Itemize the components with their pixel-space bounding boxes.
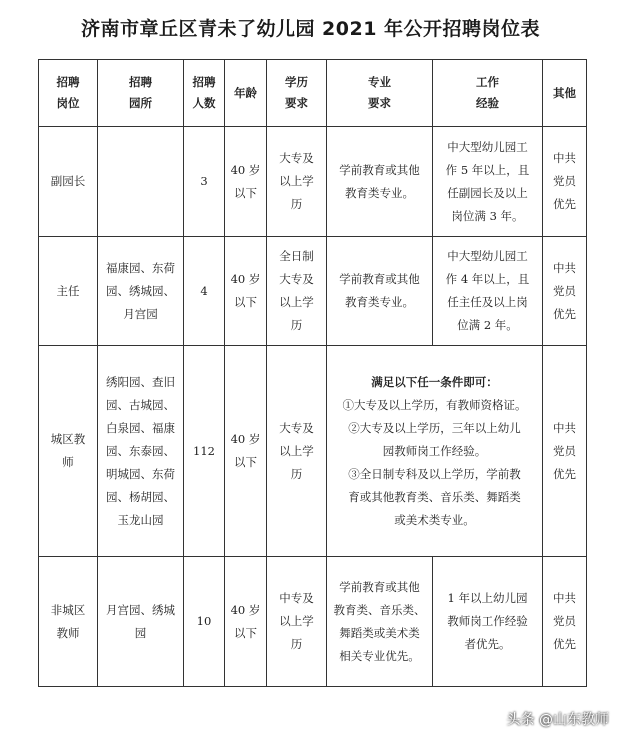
condition-line: ②大专及以上学历，三年以上幼儿 (348, 420, 521, 435)
cell-position: 主任 (39, 237, 98, 346)
cell-campus: 福康园、东荷 园、绣城园、 月宫园 (98, 237, 184, 346)
cell-education: 大专及 以上学 历 (267, 346, 327, 557)
header-position: 招聘 岗位 (39, 60, 98, 127)
recruitment-table (38, 59, 587, 687)
header-age: 年龄 (225, 60, 267, 127)
condition-line: 或美术类专业。 (394, 512, 475, 527)
cell-position: 非城区 教师 (39, 557, 98, 687)
cell-education: 中专及 以上学 历 (267, 557, 327, 687)
header-campus: 招聘 园所 (98, 60, 184, 127)
cell-major: 学前教育或其他 教育类专业。 (327, 127, 433, 237)
table-row (39, 346, 587, 557)
cell-other: 中共 党员 优先 (543, 557, 587, 687)
header-other: 其他 (543, 60, 587, 127)
condition-line: 育或其他教育类、音乐类、舞蹈类 (348, 489, 521, 504)
cell-age: 40 岁 以下 (225, 237, 267, 346)
cell-position: 副园长 (39, 127, 98, 237)
cell-count: 3 (184, 127, 225, 237)
table-row (39, 237, 587, 346)
cell-education: 全日制 大专及 以上学 历 (267, 237, 327, 346)
cell-other: 中共 党员 优先 (543, 127, 587, 237)
table-row (39, 557, 587, 687)
condition-line: 园教师岗工作经验。 (382, 443, 487, 458)
cell-education: 大专及 以上学 历 (267, 127, 327, 237)
cell-major: 学前教育或其他 教育类、音乐类、 舞蹈类或美术类 相关专业优先。 (327, 557, 433, 687)
cell-age: 40 岁 以下 (225, 557, 267, 687)
cell-conditions (327, 346, 543, 557)
conditions-heading: 满足以下任一条件即可： (371, 374, 498, 389)
cell-campus (98, 127, 184, 237)
cell-other: 中共 党员 优先 (543, 237, 587, 346)
cell-count: 4 (184, 237, 225, 346)
cell-count: 112 (184, 346, 225, 557)
condition-line: ③全日制专科及以上学历，学前教 (348, 466, 521, 481)
watermark: 头条 @山东教师 (506, 712, 609, 728)
header-education: 学历 要求 (267, 60, 327, 127)
cell-age: 40 岁 以下 (225, 346, 267, 557)
page-title: 济南市章丘区青未了幼儿园 2021 年公开招聘岗位表 (80, 18, 541, 40)
cell-count: 10 (184, 557, 225, 687)
cell-age: 40 岁 以下 (225, 127, 267, 237)
cell-campus: 月宫园、绣城 园 (98, 557, 184, 687)
cell-other: 中共 党员 优先 (543, 346, 587, 557)
cell-position: 城区教 师 (39, 346, 98, 557)
header-experience: 工作 经验 (433, 60, 543, 127)
cell-major: 学前教育或其他 教育类专业。 (327, 237, 433, 346)
cell-experience: 中大型幼儿园工 作 4 年以上，且 任主任及以上岗 位满 2 年。 (433, 237, 543, 346)
cell-experience: 中大型幼儿园工 作 5 年以上，且 任副园长及以上 岗位满 3 年。 (433, 127, 543, 237)
table-row (39, 127, 587, 237)
condition-line: ①大专及以上学历，有教师资格证。 (342, 397, 527, 412)
header-major: 专业 要求 (327, 60, 433, 127)
cell-experience: 1 年以上幼儿园 教师岗工作经验 者优先。 (433, 557, 543, 687)
header-row (39, 60, 587, 127)
cell-campus: 绣阳园、查旧 园、古城园、 白泉园、福康 园、东泰园、 明城园、东荷 园、杨胡园、 玉龙山园 (98, 346, 184, 557)
header-count: 招聘 人数 (184, 60, 225, 127)
